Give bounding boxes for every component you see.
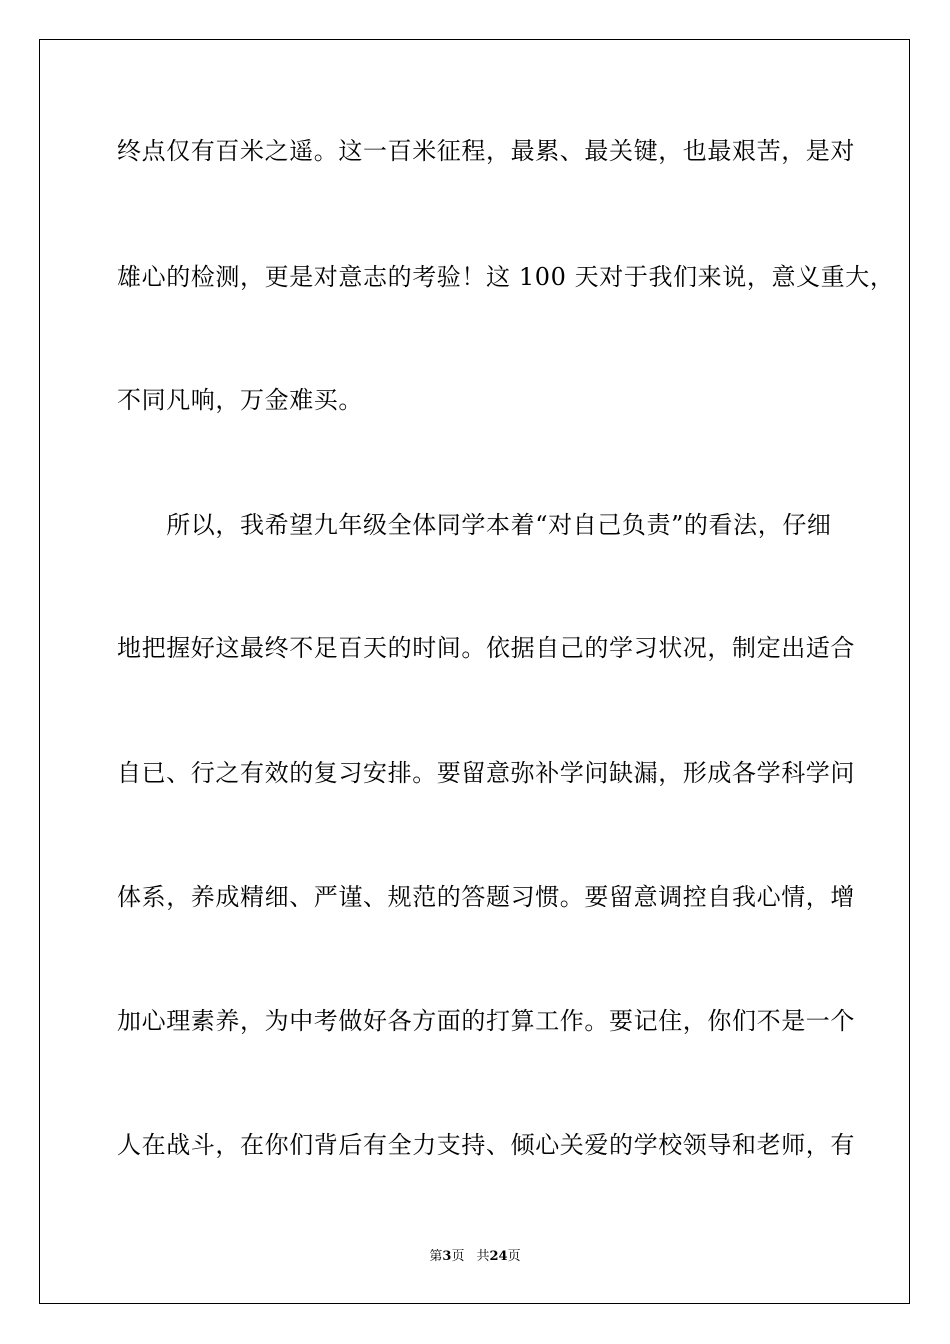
page-total: 24 bbox=[489, 1249, 508, 1264]
page-border bbox=[39, 39, 910, 1304]
body-line-3: 不同凡响，万金难买。 bbox=[117, 386, 363, 414]
total-prefix: 共 bbox=[476, 1249, 490, 1264]
page-footer bbox=[0, 1248, 950, 1266]
body-line-2: 雄心的检测，更是对意志的考验！这 100 天对于我们来说，意义重大， bbox=[117, 263, 895, 291]
body-line-7: 体系，养成精细、严谨、规范的答题习惯。要留意调控自我心情，增 bbox=[117, 883, 855, 911]
body-line-1: 终点仅有百米之遥。这一百米征程，最累、最关键，也最艰苦，是对 bbox=[117, 137, 855, 165]
page-prefix: 第 bbox=[429, 1249, 443, 1264]
page-current: 3 bbox=[442, 1249, 452, 1264]
total-unit: 页 bbox=[507, 1249, 521, 1264]
body-line-6: 自已、行之有效的复习安排。要留意弥补学问缺漏，形成各学科学问 bbox=[117, 759, 855, 787]
body-line-8: 加心理素养，为中考做好各方面的打算工作。要记住，你们不是一个 bbox=[117, 1007, 855, 1035]
body-line-5: 地把握好这最终不足百天的时间。依据自己的学习状况，制定出适合 bbox=[117, 634, 855, 662]
page-unit: 页 bbox=[451, 1249, 465, 1264]
body-line-9: 人在战斗，在你们背后有全力支持、倾心关爱的学校领导和老师，有 bbox=[117, 1131, 855, 1159]
body-line-4: 所以，我希望九年级全体同学本着“对自己负责”的看法，仔细 bbox=[117, 511, 832, 539]
